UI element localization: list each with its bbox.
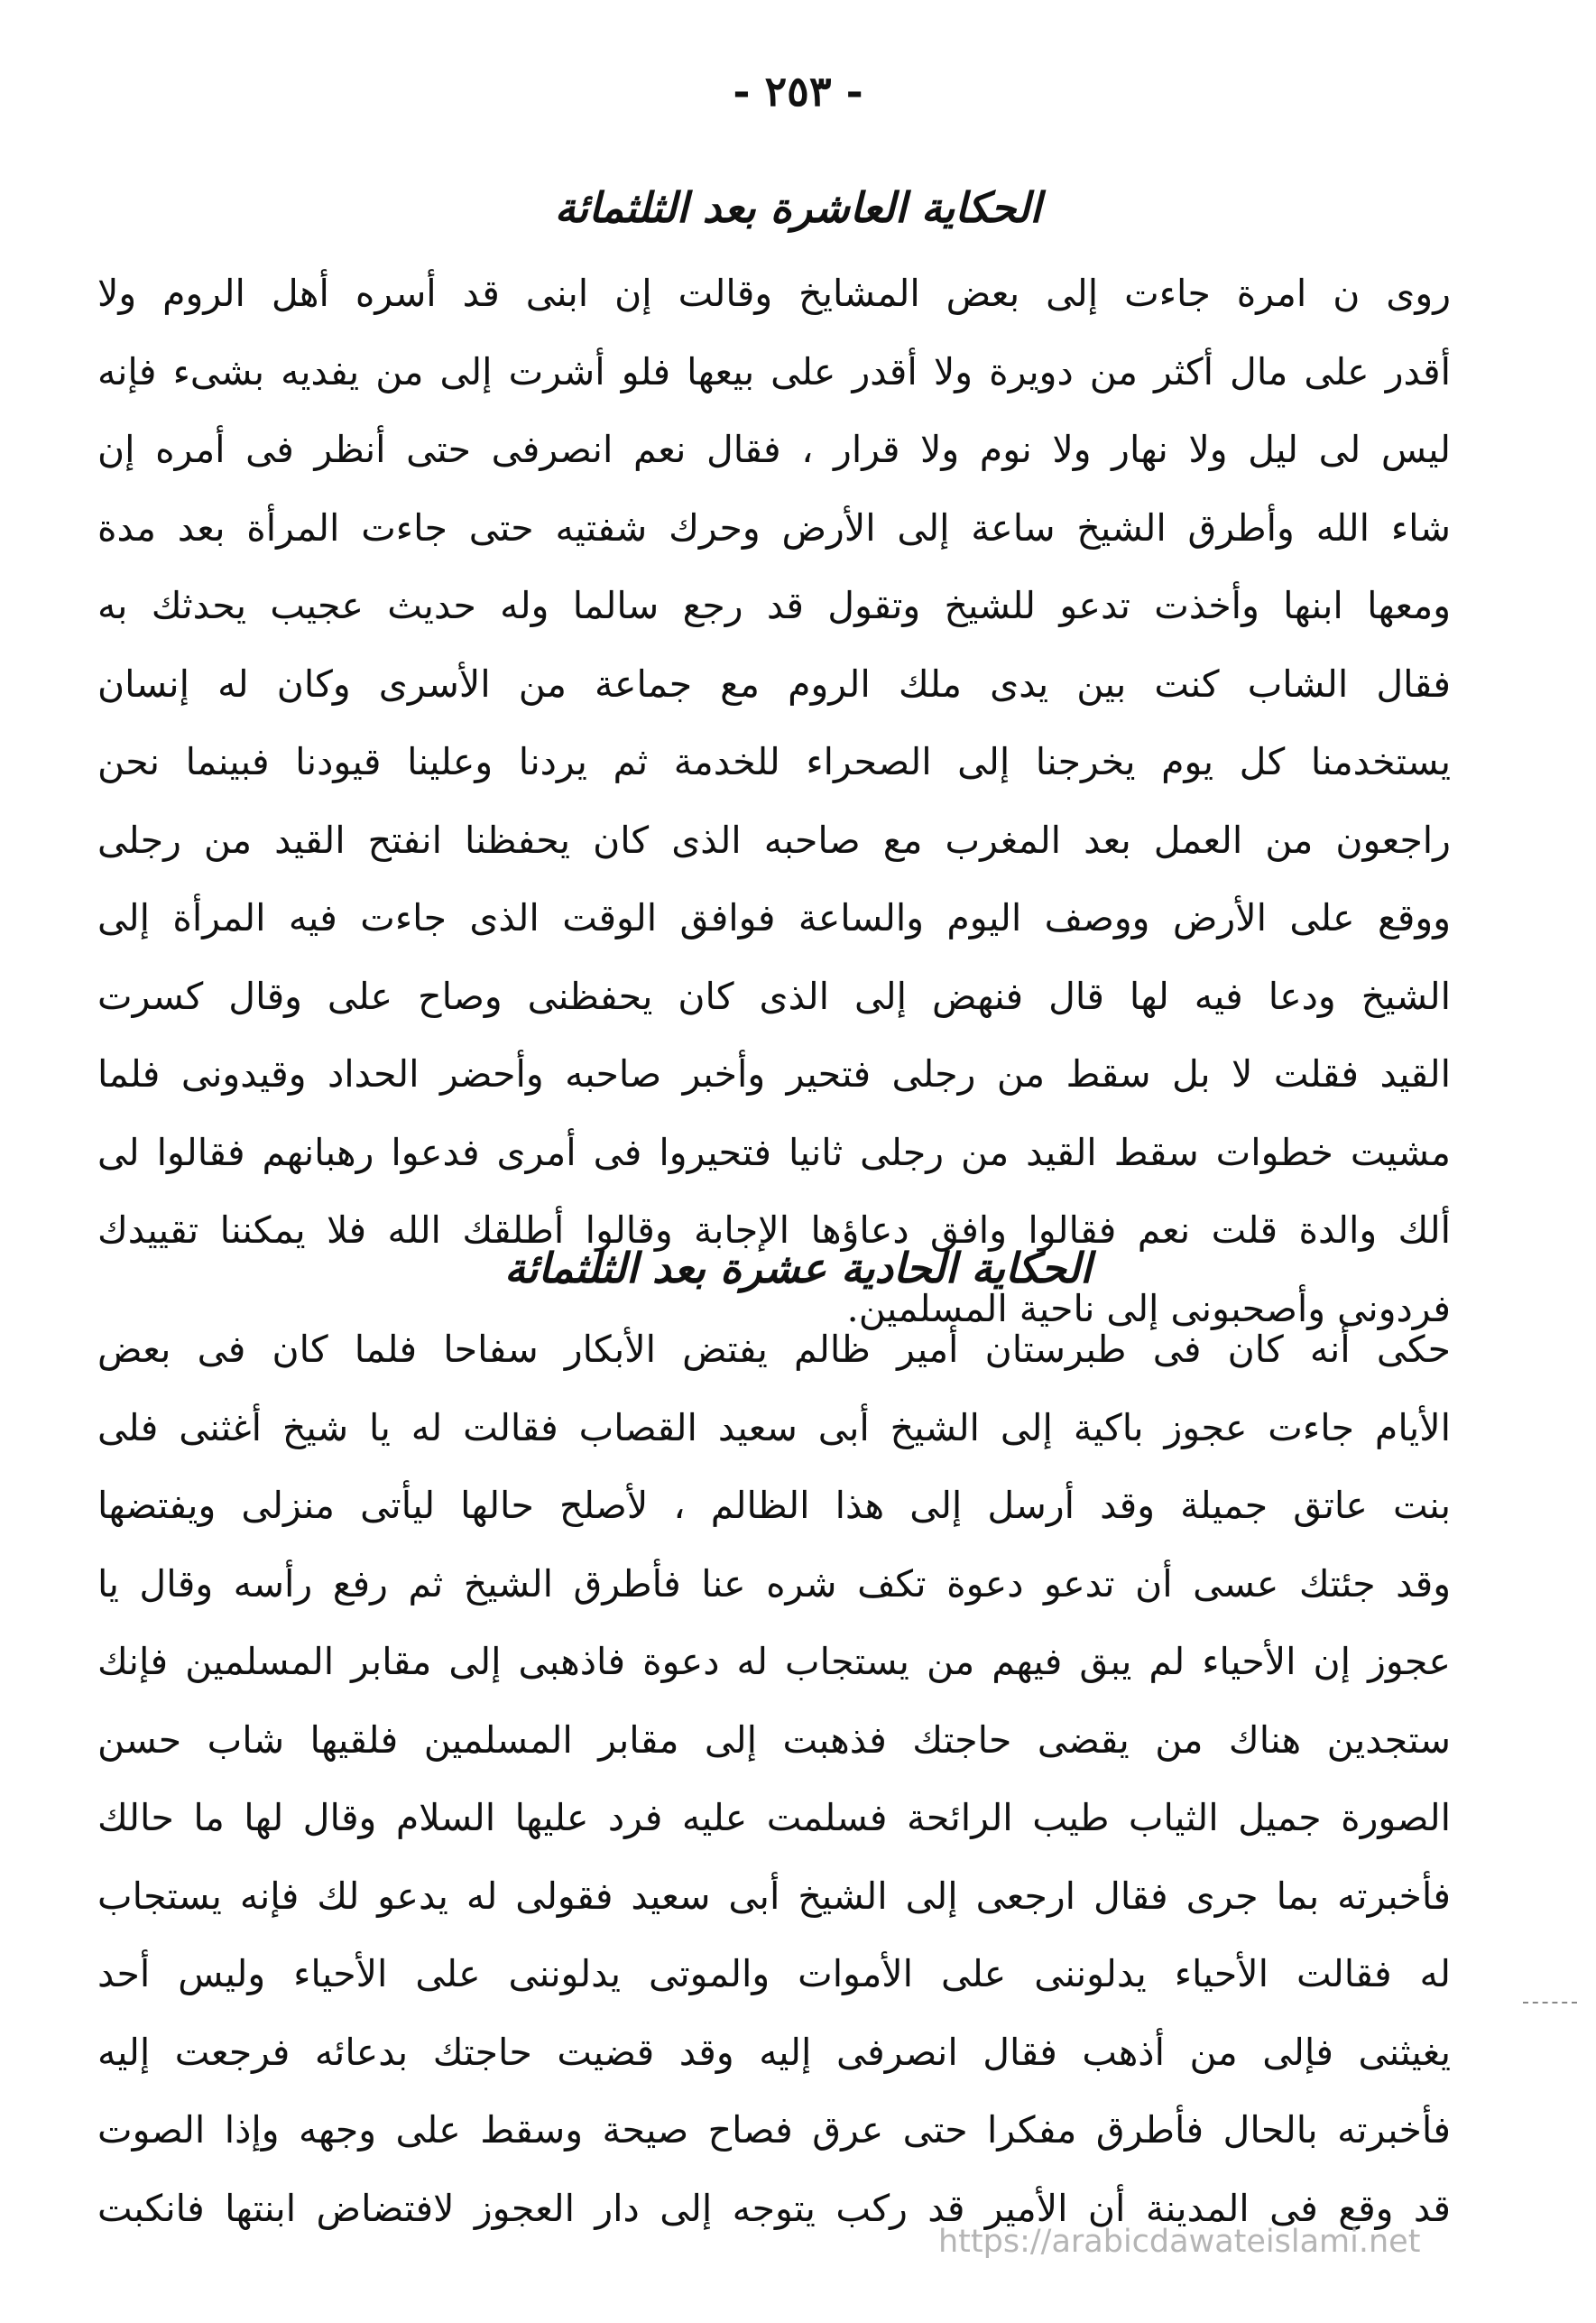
text-line: ووقع على الأرض ووصف اليوم والساعة فوافق الوقت الذى جاءت فيه المرأة إلى: [97, 896, 1451, 939]
text-line: عجوز إن الأحياء لم يبق فيهم من يستجاب له دعوة فاذهبى إلى مقابر المسلمين فإنك: [97, 1640, 1451, 1683]
text-line: شاء الله وأطرق الشيخ ساعة إلى الأرض وحرك شفتيه حتى جاءت المرأة بعد مدة: [97, 505, 1451, 550]
text-line: فقال الشاب كنت بين يدى ملك الروم مع جماعة من الأسرى وكان له إنسان: [97, 662, 1451, 706]
text-line: حكى أنه كان فى طبرستان أمير ظالم يفتض الأبكار سفاحا فلما كان فى بعض: [97, 1328, 1451, 1371]
margin-mark: [1523, 2002, 1577, 2005]
text-line: راجعون من العمل بعد المغرب مع صاحبه الذى كان يحفظنا انفتح القيد من رجلى: [97, 818, 1451, 862]
text-line: له فقالت الأحياء يدلوننى على الأموات والموتى يدلوننى على الأحياء وليس أحد: [97, 1952, 1451, 1995]
text-line: ليس لى ليل ولا نهار ولا نوم ولا قرار ، فقال نعم انصرفى حتى أنظر فى أمره إن: [97, 428, 1451, 471]
text-line: القيد فقلت لا بل سقط من رجلى فتحير وأخبر صاحبه وأحضر الحداد وقيدونى فلما: [97, 1052, 1451, 1096]
text-line: ألك والدة قلت نعم فقالوا وافق دعاؤها الإجابة وقالوا أطلقك الله فلا يمكننا تقييدك: [97, 1208, 1451, 1252]
watermark: https://arabicdawateislami.net: [938, 2224, 1421, 2260]
text-line: مشيت خطوات سقط القيد من رجلى ثانيا فتحيروا فى أمرى فدعوا رهبانهم فقالوا لى: [97, 1130, 1451, 1174]
text-line: فردونى وأصحبونى إلى ناحية المسلمين.: [846, 1286, 1451, 1330]
story-body: [97, 255, 1451, 1347]
text-line: يستخدمنا كل يوم يخرجنا إلى الصحراء للخدمة ثم يردنا وعلينا قيودنا فبينما نحن: [97, 740, 1451, 783]
text-line: الصورة جميل الثياب طيب الرائحة فسلمت عليه فرد عليها السلام وقال لها ما حالك: [97, 1796, 1451, 1839]
text-line: بنت عاتق جميلة وقد أرسل إلى هذا الظالم ، لأصلح حالها ليأتى منزلى ويفتضها: [97, 1484, 1451, 1527]
text-line: ستجدين هناك من يقضى حاجتك فذهبت إلى مقابر المسلمين فلقيها شاب حسن: [97, 1717, 1451, 1762]
text-line: يغيثنى فإلى من أذهب فقال انصرفى إليه وقد قضيت حاجتك بدعائه فرجعت إليه: [97, 2030, 1451, 2074]
text-line: الشيخ ودعا فيه لها قال فنهض إلى الذى كان يحفظنى وصاح على وقال كسرت: [97, 974, 1451, 1018]
story-body: [97, 1310, 1451, 2247]
story-heading: الحكاية العاشرة بعد الثلثمائة: [554, 183, 1042, 232]
text-line: فأخبرته بالحال فأطرق مفكرا حتى عرق فصاح صيحة وسقط على وجهه وإذا الصوت: [97, 2108, 1451, 2152]
text-line: الأيام جاءت عجوز باكية إلى الشيخ أبى سعيد القصاب فقالت له يا شيخ أغثنى فلى: [97, 1405, 1451, 1449]
text-line: ومعها ابنها وأخذت تدعو للشيخ وتقول قد رجع سالما وله حديث عجيب يحدثك به: [97, 584, 1451, 627]
page-number: - ٢٥٣ -: [733, 67, 863, 116]
text-line: وقد جئتك عسى أن تدعو دعوة تكف شره عنا فأطرق الشيخ ثم رفع رأسه وقال يا: [97, 1561, 1451, 1606]
text-line: قد وقع فى المدينة أن الأمير قد ركب يتوجه إلى دار العجوز لافتضاض ابنتها فانكبت: [97, 2186, 1451, 2230]
text-line: فأخبرته بما جرى فقال ارجعى إلى الشيخ أبى سعيد فقولى له يدعو لك فإنه يستجاب: [97, 1874, 1451, 1918]
text-line: أقدر على مال أكثر من دويرة ولا أقدر على بيعها فلو أشرت إلى من يفديه بشىء فإنه: [97, 349, 1451, 393]
text-line: روى ن امرة جاءت إلى بعض المشايخ وقالت إن ابنى قد أسره أهل الروم ولا: [97, 272, 1451, 315]
story-heading: الحكاية الحادية عشرة بعد الثلثمائة: [504, 1244, 1092, 1292]
